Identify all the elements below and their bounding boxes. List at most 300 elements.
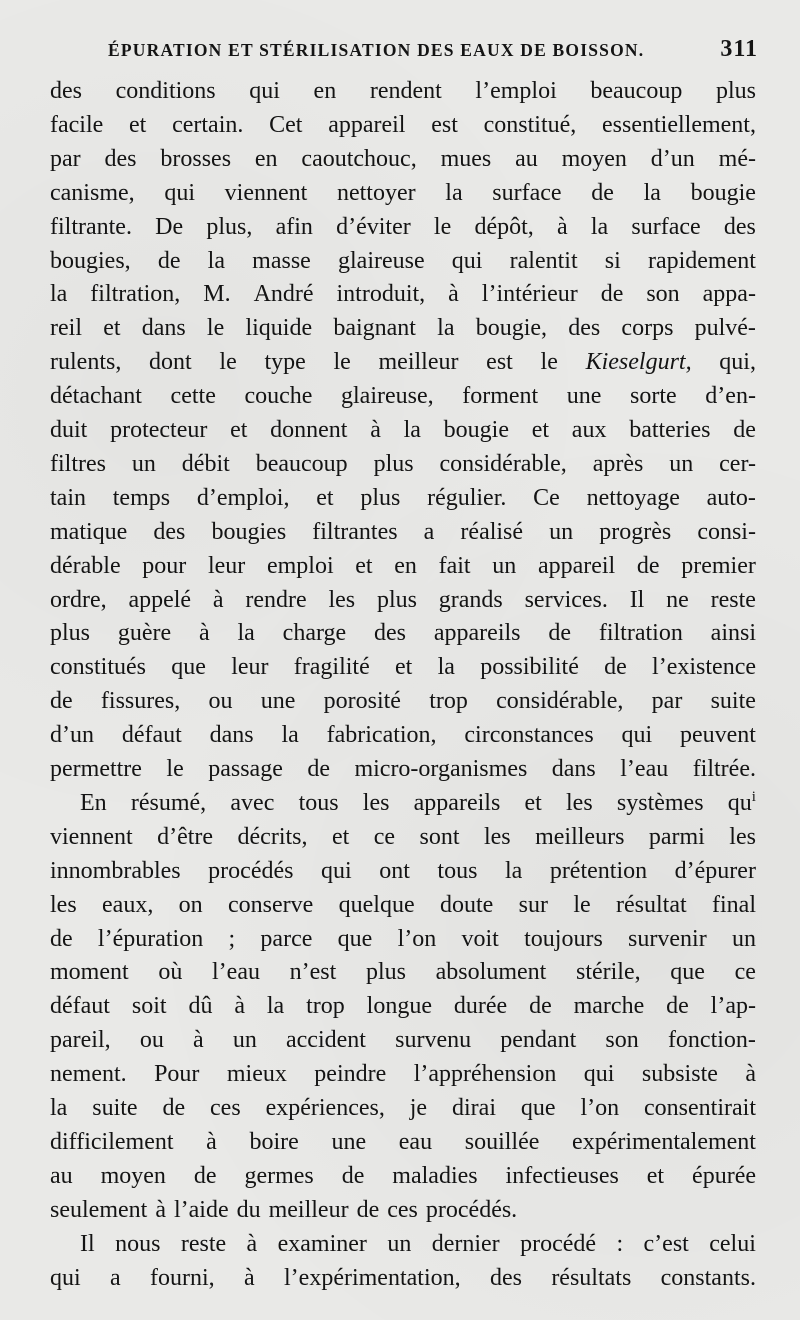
word: et <box>316 484 334 511</box>
word: résumé, <box>130 789 207 816</box>
word: la <box>504 857 523 884</box>
text-line <box>50 345 756 379</box>
word: débit <box>181 450 230 477</box>
word: accident <box>285 1027 366 1054</box>
word: fourni, <box>150 1264 215 1291</box>
word: expérimentalement <box>572 1128 756 1155</box>
word: l’on <box>580 1095 620 1121</box>
word: l’expérimentation, <box>284 1264 461 1291</box>
text-line <box>50 176 756 210</box>
word: une <box>260 688 296 715</box>
word: à <box>244 1264 255 1291</box>
word: longue <box>366 993 432 1020</box>
word: bougies, <box>50 247 131 274</box>
text-line <box>50 515 756 549</box>
text-line <box>50 718 756 752</box>
word: l’épuration <box>97 925 204 952</box>
word: caoutchouc, <box>301 145 417 172</box>
word: la <box>207 247 225 274</box>
word: défaut <box>121 722 182 749</box>
word: une <box>566 383 602 410</box>
word: permettre <box>50 756 142 782</box>
word: Cet <box>269 111 303 138</box>
word: filtration, <box>90 281 181 308</box>
word: la <box>266 993 285 1020</box>
text-line <box>50 1159 756 1193</box>
word: l’aide <box>173 1196 229 1223</box>
word: le <box>206 315 225 342</box>
word: d’emploi, <box>196 484 290 511</box>
word: forment <box>462 383 539 410</box>
word: cer- <box>719 450 756 477</box>
word: dernier <box>431 1230 500 1257</box>
word: eau <box>398 1128 433 1155</box>
word: beaucoup <box>590 78 683 104</box>
word: facile <box>50 111 104 138</box>
word: sont <box>419 823 460 850</box>
word: baignant <box>333 315 416 342</box>
text-line <box>50 108 756 142</box>
word: des <box>723 213 756 240</box>
word: qui <box>249 78 280 104</box>
word: détachant <box>50 383 142 410</box>
word: sorte <box>630 383 677 410</box>
word: a <box>423 518 435 545</box>
word: à <box>199 620 210 647</box>
word: décrits, <box>237 823 308 850</box>
word: dont <box>149 349 192 376</box>
word: du <box>236 1196 261 1223</box>
word: et <box>395 654 413 681</box>
word: peuvent <box>680 722 756 749</box>
word: conditions <box>115 78 216 104</box>
word: des <box>104 145 137 172</box>
word: à <box>155 1196 166 1223</box>
word: par <box>50 145 81 172</box>
word: plus, <box>206 213 253 240</box>
word: fonction- <box>667 1027 756 1054</box>
word: germes <box>244 1162 314 1189</box>
text-line <box>50 1091 756 1125</box>
word: de <box>733 417 756 443</box>
text-line <box>50 244 756 278</box>
word: services. <box>524 586 608 613</box>
word: la <box>237 620 255 647</box>
word: mues <box>440 145 492 172</box>
word: par <box>651 688 683 715</box>
word: les <box>50 891 77 918</box>
word: un <box>492 552 517 579</box>
word: des <box>568 315 601 342</box>
word: d’un <box>50 722 94 749</box>
word: si <box>604 247 621 274</box>
word: couche <box>244 383 313 410</box>
word: innombrables <box>50 857 181 884</box>
word: procédés. <box>425 1196 518 1223</box>
word: dans <box>551 756 596 782</box>
word: le <box>433 213 452 240</box>
word: ainsi <box>710 620 756 647</box>
word: tous <box>437 857 478 884</box>
text-line <box>50 1193 517 1227</box>
word: ont <box>379 857 410 884</box>
word: après <box>592 450 644 477</box>
word: que <box>670 959 705 986</box>
word: un <box>731 925 756 952</box>
word: grands <box>438 586 503 613</box>
word: l’eau <box>620 756 669 782</box>
word: filtrante. <box>50 213 132 240</box>
word: est <box>486 349 513 376</box>
text-line <box>50 684 756 718</box>
word: suite <box>710 688 756 715</box>
word: de <box>529 993 552 1020</box>
text-line <box>50 447 756 481</box>
text-line <box>50 1057 756 1091</box>
word: prétention <box>549 857 648 884</box>
word: Pour <box>154 1061 200 1088</box>
word: défaut <box>50 993 110 1020</box>
word: filtration <box>598 620 683 647</box>
word: peindre <box>314 1061 387 1088</box>
word: l’eau <box>212 959 260 986</box>
word: la <box>50 281 68 308</box>
word: beaucoup <box>255 450 348 477</box>
word: de <box>193 1162 217 1189</box>
word: survenu <box>395 1027 472 1054</box>
word: final <box>712 891 756 918</box>
word: absolument <box>435 959 547 986</box>
text-line <box>50 616 756 650</box>
word: son <box>646 281 680 308</box>
word: stérile, <box>575 959 641 986</box>
word: qui <box>321 857 352 884</box>
word: quelque <box>338 891 415 918</box>
word: possibilité <box>480 654 579 681</box>
word: mé- <box>718 145 756 172</box>
word: suite <box>92 1095 138 1121</box>
word: mieux <box>226 1061 287 1088</box>
word: pulvé- <box>694 315 756 342</box>
word: constitués <box>50 654 146 681</box>
word: consi- <box>697 518 756 545</box>
word: afin <box>275 213 313 240</box>
word: En <box>80 789 107 816</box>
word: infectieuses <box>505 1162 619 1189</box>
word: moment <box>50 959 129 986</box>
word: qui <box>50 1264 81 1291</box>
word: consentirait <box>644 1095 756 1121</box>
word: à <box>212 586 224 613</box>
word: et <box>524 789 542 816</box>
word: l’ap- <box>710 993 756 1020</box>
word: tain <box>50 484 86 511</box>
word: souillée <box>464 1128 540 1155</box>
word: nettoyer <box>336 179 416 206</box>
word: que <box>520 1095 556 1121</box>
word: ces <box>210 1095 241 1121</box>
text-line <box>50 1125 756 1159</box>
word: marche <box>573 993 645 1020</box>
word: de <box>548 620 571 647</box>
word: de <box>591 179 614 206</box>
word: meilleur <box>268 1196 349 1223</box>
word: à <box>192 1027 204 1054</box>
word: liquide <box>245 315 313 342</box>
footnote-marker: i <box>751 788 756 805</box>
word: d’en- <box>705 383 756 410</box>
word: filtres <box>50 450 106 477</box>
word: glaireuse, <box>341 383 434 410</box>
word: type <box>264 349 306 376</box>
text-line <box>80 786 756 820</box>
word: maladies <box>392 1162 478 1189</box>
word: c’est <box>643 1230 689 1257</box>
word: des <box>489 1264 522 1291</box>
word: nettoyage <box>586 484 680 511</box>
word: le <box>166 756 184 782</box>
word: son <box>605 1027 639 1054</box>
text-line <box>50 752 756 786</box>
word: l’existence <box>652 654 756 681</box>
word: guère <box>117 620 172 647</box>
word: et <box>355 552 373 579</box>
word: les <box>328 586 356 613</box>
word: de <box>604 654 627 681</box>
word: est <box>431 111 458 138</box>
word: de <box>600 281 624 308</box>
word: procédé <box>520 1230 597 1257</box>
text-line <box>50 379 756 413</box>
word: parmi <box>648 823 705 850</box>
word: reste <box>710 586 756 613</box>
page-number: 311 <box>720 36 758 62</box>
word: épurée <box>692 1162 756 1189</box>
word: charge <box>282 620 347 647</box>
word: fabrication, <box>326 722 437 749</box>
word: reste <box>180 1230 227 1257</box>
word: l’intérieur <box>481 281 578 308</box>
word: pour <box>142 552 187 579</box>
word: le <box>540 349 558 376</box>
word: celui <box>709 1230 756 1257</box>
word: fragilité <box>293 654 370 681</box>
word: à <box>745 1061 756 1088</box>
word: à <box>448 281 459 308</box>
word: la <box>590 213 609 240</box>
word: et <box>531 417 550 443</box>
word: en <box>254 145 278 172</box>
word: qu$^i$ <box>727 788 756 816</box>
word: de <box>636 552 660 579</box>
word: l’on <box>397 925 437 952</box>
word: tous <box>298 789 339 816</box>
word: auto- <box>706 484 756 511</box>
word: plus <box>373 450 414 477</box>
word: bougie <box>443 417 509 443</box>
word: dans <box>141 315 186 342</box>
word: avec <box>230 789 275 816</box>
word: de <box>162 1095 186 1121</box>
word: à <box>246 1230 258 1257</box>
word: rendent <box>369 78 442 104</box>
text-line <box>50 277 756 311</box>
text-line <box>50 74 756 108</box>
word: et <box>230 417 248 443</box>
word: masse <box>252 247 311 274</box>
word: des <box>50 78 82 104</box>
running-header <box>108 36 758 66</box>
word: dérable <box>50 552 121 579</box>
word: bougie <box>690 179 756 206</box>
word: seulement <box>50 1196 148 1223</box>
word: duit <box>50 417 88 443</box>
word: ce <box>734 959 756 986</box>
word: et <box>646 1162 665 1189</box>
word: temps <box>112 484 171 511</box>
word: les <box>729 823 756 850</box>
word: surface <box>492 179 562 206</box>
word: nous <box>115 1230 161 1257</box>
word: dirai <box>452 1095 496 1121</box>
text-line <box>50 210 756 244</box>
word: expériences, <box>265 1095 385 1121</box>
word: plus <box>365 959 406 986</box>
word: plus <box>715 78 756 104</box>
word: soit <box>131 993 167 1020</box>
word: meilleurs <box>535 823 625 850</box>
word: on <box>178 891 203 918</box>
text-line <box>50 922 756 956</box>
word: le <box>219 349 237 376</box>
word: appareil <box>328 111 406 138</box>
word: examiner <box>277 1230 367 1257</box>
word: en <box>313 78 337 104</box>
word: donnent <box>270 417 348 443</box>
word: je <box>409 1095 428 1121</box>
word: nement. <box>50 1061 127 1088</box>
word: ou <box>208 688 233 715</box>
word: meilleur <box>378 349 459 376</box>
word: certain. <box>172 111 244 138</box>
header-title: ÉPURATION ET STÉRILISATION DES EAUX DE BOISSON. <box>108 40 645 60</box>
word: en <box>394 552 417 579</box>
word: moyen <box>100 1162 166 1189</box>
word: le <box>333 349 351 376</box>
word: leur <box>231 654 269 681</box>
text-line <box>50 854 756 888</box>
word: doute <box>439 891 494 918</box>
word: fissures, <box>100 688 181 715</box>
word: constants. <box>660 1264 756 1291</box>
word: ce <box>373 823 396 850</box>
text-line <box>50 820 756 854</box>
word: plus <box>360 484 401 511</box>
word: considérable, <box>496 688 624 715</box>
word: glaireuse <box>338 247 425 274</box>
word: considérable, <box>439 450 567 477</box>
word: la <box>403 417 421 443</box>
word: rulents, <box>50 349 122 376</box>
word: rendre <box>245 586 307 613</box>
word: protecteur <box>110 417 208 443</box>
word: la <box>437 654 455 681</box>
word: que <box>171 654 206 681</box>
word: ou <box>139 1027 164 1054</box>
word: et <box>331 823 350 850</box>
word: qui <box>451 247 483 274</box>
word: de <box>341 1162 365 1189</box>
word: Kieselgurt, <box>585 349 692 376</box>
word: De <box>155 213 184 240</box>
word: systèmes <box>616 789 704 816</box>
word: bougies <box>211 518 287 545</box>
word: l’appréhension <box>413 1061 557 1088</box>
word: viennent <box>50 823 133 850</box>
word: appa- <box>702 281 756 308</box>
word: qui, <box>719 349 756 376</box>
text-line <box>50 311 756 345</box>
word: n’est <box>289 959 337 986</box>
word: survenir <box>628 925 707 952</box>
word: M. <box>203 281 231 308</box>
word: à <box>556 213 568 240</box>
word: au <box>515 145 538 172</box>
word: ralentit <box>509 247 578 274</box>
text-line <box>50 888 756 922</box>
text-line <box>50 142 756 176</box>
word: aux <box>571 417 607 443</box>
text-line <box>50 1023 756 1057</box>
word: Il <box>629 586 645 613</box>
word: essentiellement, <box>602 111 756 138</box>
word: sur <box>518 891 548 918</box>
word: appareil <box>537 552 616 579</box>
text-line <box>50 413 756 447</box>
text-line <box>50 650 756 684</box>
word: Il <box>80 1230 95 1257</box>
word: les <box>483 823 511 850</box>
word: les <box>362 789 390 816</box>
word: résultat <box>616 891 687 918</box>
word: viennent <box>224 179 308 206</box>
word: à <box>206 1128 217 1155</box>
word: de <box>356 1196 380 1223</box>
word: le <box>573 891 591 918</box>
word: progrès <box>599 518 672 545</box>
word: la <box>643 179 661 206</box>
word: dépôt, <box>474 213 534 240</box>
word: filtrantes <box>312 518 398 545</box>
word: plus <box>50 620 91 647</box>
word: qui <box>164 179 195 206</box>
word: la <box>445 179 463 206</box>
word: batteries <box>629 417 711 443</box>
word: réalisé <box>460 518 524 545</box>
word: résultats <box>551 1264 632 1291</box>
word: Ce <box>533 484 560 511</box>
word: canisme, <box>50 179 135 206</box>
word: régulier. <box>427 484 507 511</box>
word: voit <box>461 925 499 952</box>
text-line <box>50 955 756 989</box>
word: dû <box>188 993 213 1020</box>
word: ordre, <box>50 586 107 613</box>
word: trop <box>429 688 468 715</box>
word: des <box>374 620 407 647</box>
word: circonstances <box>464 722 594 749</box>
word: appareils <box>433 620 521 647</box>
